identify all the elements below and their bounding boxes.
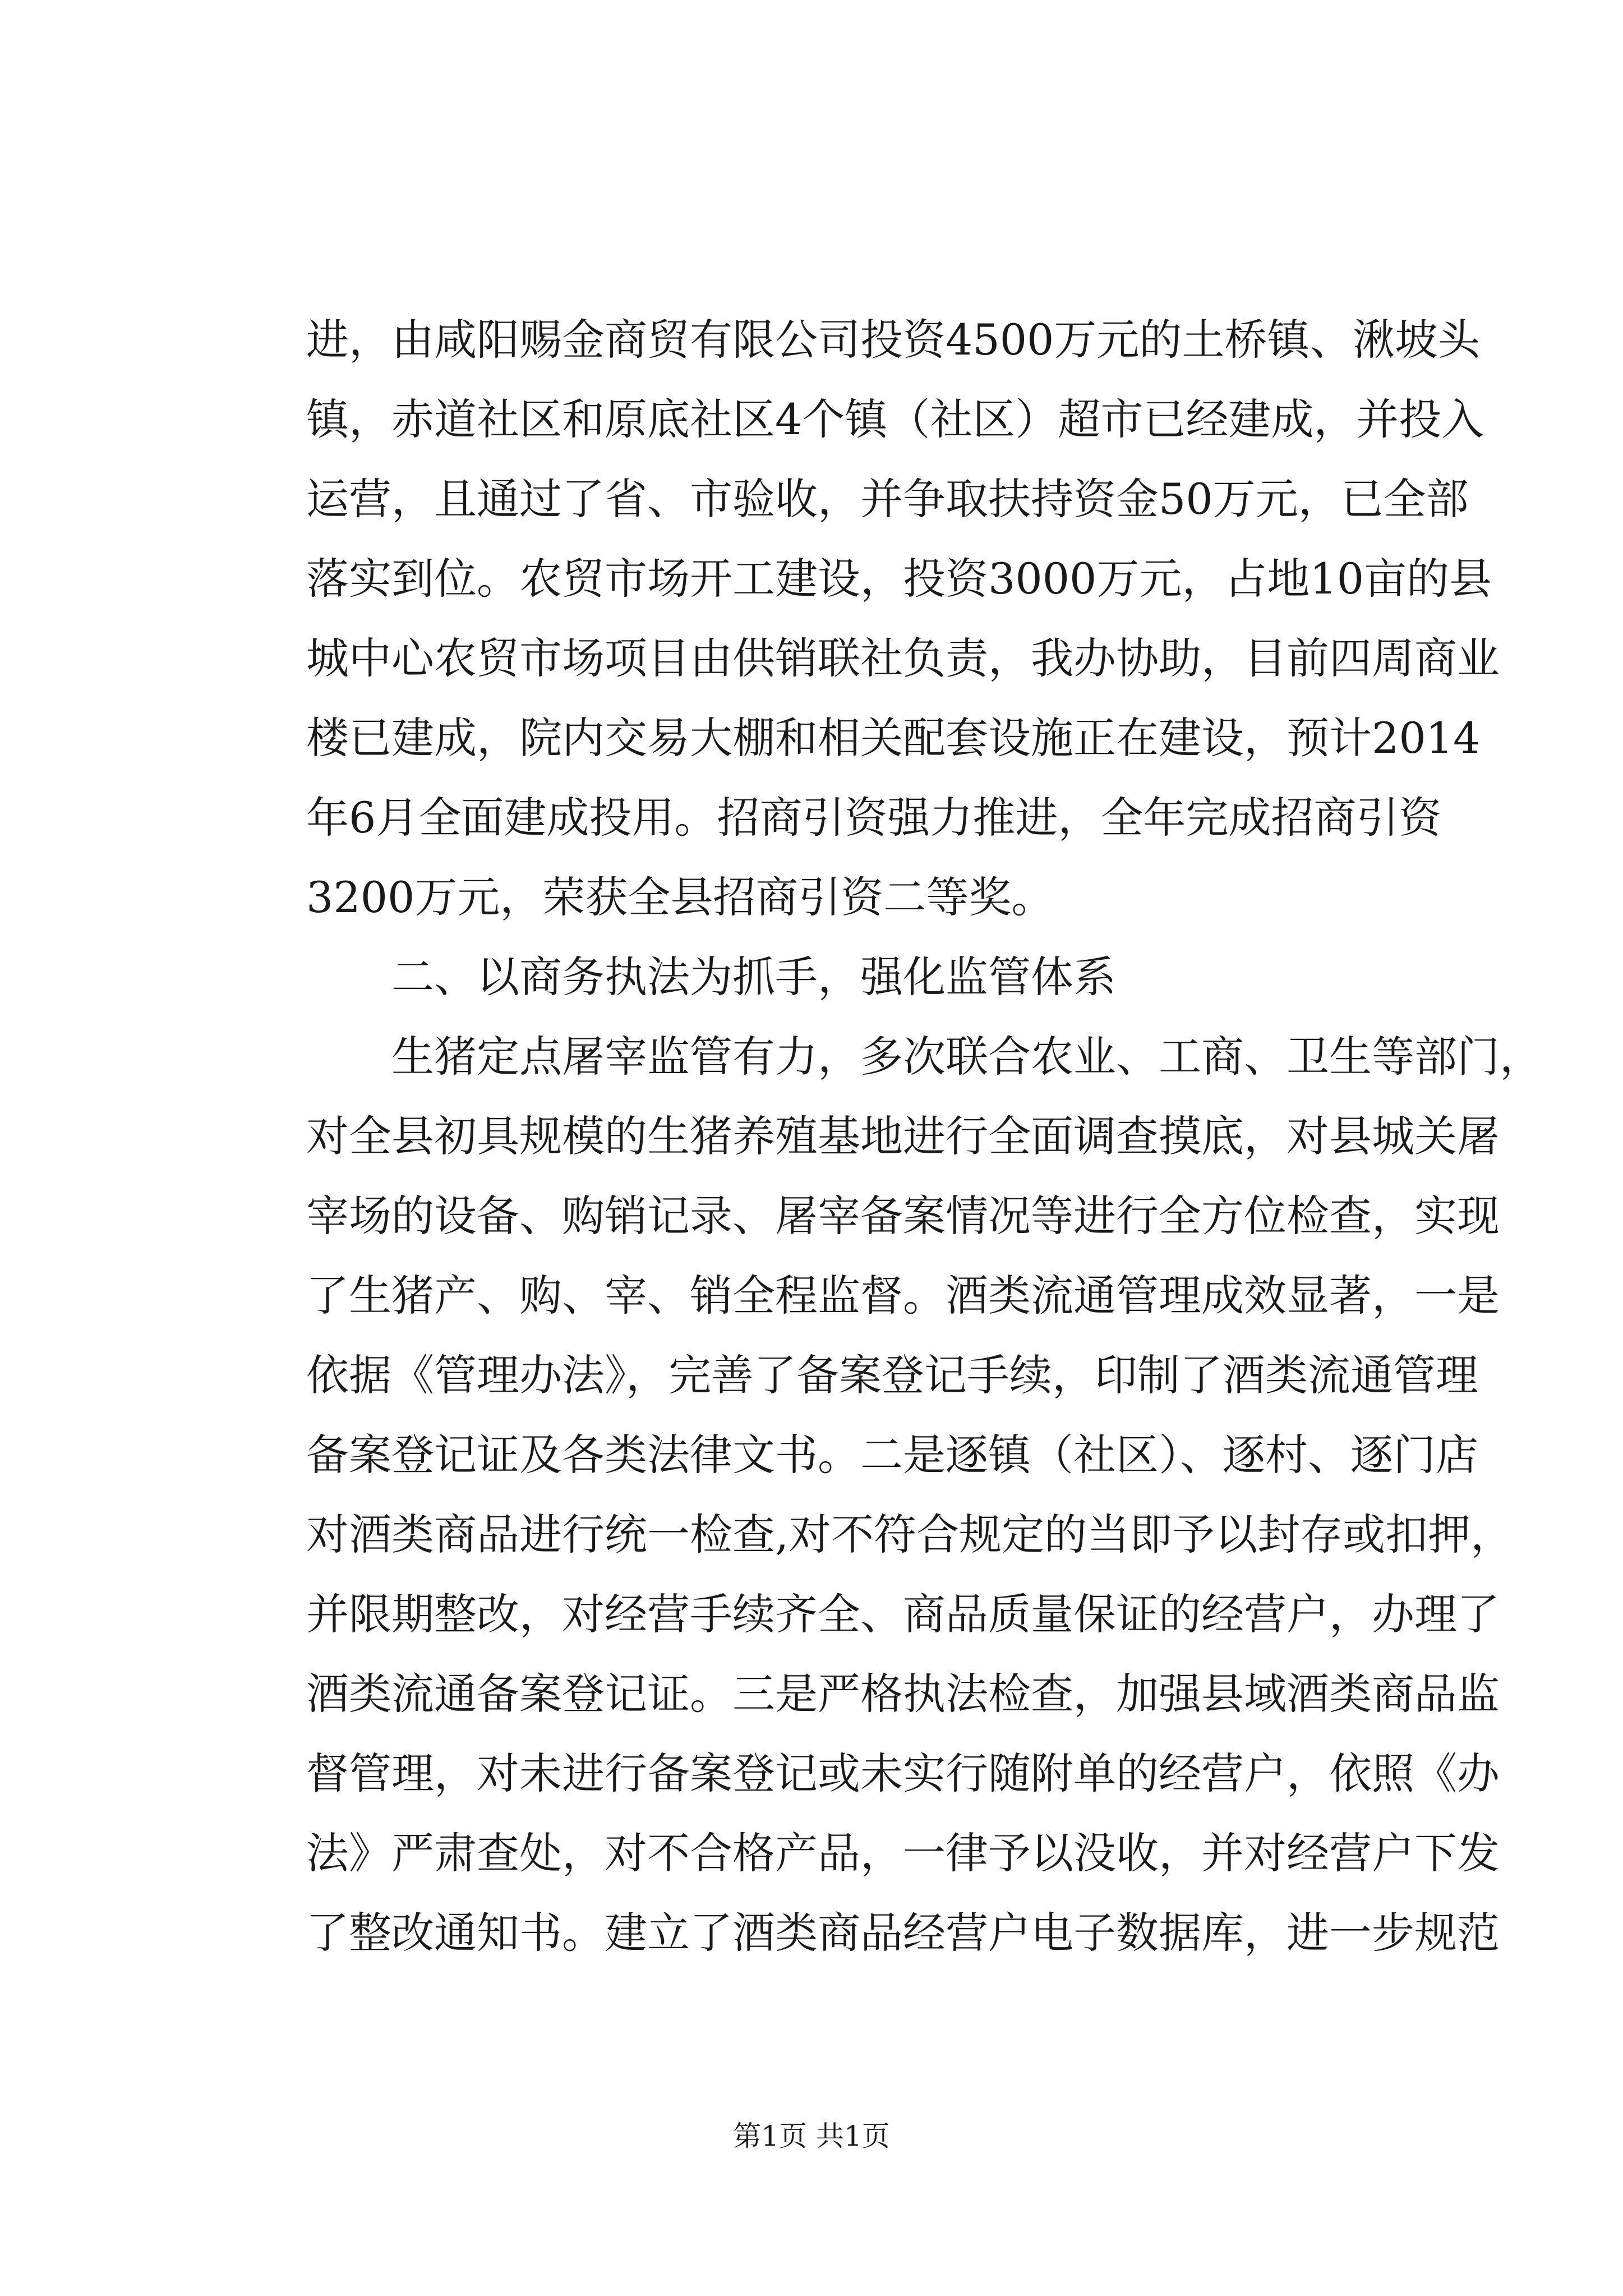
text-line: 对全县初具规模的生猪养殖基地进行全面调查摸底，对县城关屠 <box>306 1111 1500 1161</box>
text-line: 了生猪产、购、宰、销全程监督。酒类流通管理成效显著，一是 <box>306 1271 1500 1320</box>
text-line: 运营，且通过了省、市验收，并争取扶持资金50万元，已全部 <box>306 474 1469 524</box>
text-line: 落实到位。农贸市场开工建设，投资3000万元，占地10亩的县 <box>306 554 1492 604</box>
text-line: 督管理，对未进行备案登记或未实行随附单的经营户，依照《办 <box>306 1749 1500 1798</box>
text-line: 了整改通知书。建立了酒类商品经营户电子数据库，进一步规范 <box>306 1908 1500 1958</box>
text-line: 并限期整改，对经营手续齐全、商品质量保证的经营户，办理了 <box>306 1589 1500 1639</box>
section-heading: 二、以商务执法为抓手，强化监管体系 <box>306 952 1116 1002</box>
text-line: 备案登记证及各类法律文书。二是逐镇（社区）、逐村、逐门店 <box>306 1430 1478 1480</box>
text-line: 法》严肃查处，对不合格产品，一律予以没收，并对经营户下发 <box>306 1828 1500 1878</box>
text-line: 城中心农贸市场项目由供销联社负责，我办协助，目前四周商业 <box>306 633 1500 683</box>
text-line: 年6月全面建成投用。招商引资强力推进，全年完成招商引资 <box>306 793 1442 843</box>
page-footer: 第1页 共1页 <box>733 2120 890 2152</box>
text-line: 楼已建成，院内交易大棚和相关配套设施正在建设，预计2014 <box>306 713 1481 763</box>
text-line: 依据《管理办法》，完善了备案登记手续，印制了酒类流通管理 <box>306 1350 1478 1400</box>
text-line: 镇，赤道社区和原底社区4个镇（社区）超市已经建成，并投入 <box>306 394 1484 444</box>
text-line: 宰场的设备、购销记录、屠宰备案情况等进行全方位检查，实现 <box>306 1191 1500 1241</box>
text-line: 3200万元，荣获全县招商引资二等奖。 <box>306 872 1054 922</box>
text-line: 对酒类商品进行统一检查,对不符合规定的当即予以封存或扣押， <box>306 1510 1514 1559</box>
text-line: 酒类流通备案登记证。三是严格执法检查，加强县域酒类商品监 <box>306 1669 1500 1719</box>
document-body <box>306 300 1542 1973</box>
text-line: 进，由咸阳赐金商贸有限公司投资4500万元的土桥镇、湫坡头 <box>306 315 1481 365</box>
text-line: 生猪定点屠宰监管有力，多次联合农业、工商、卫生等部门， <box>306 1032 1542 1082</box>
